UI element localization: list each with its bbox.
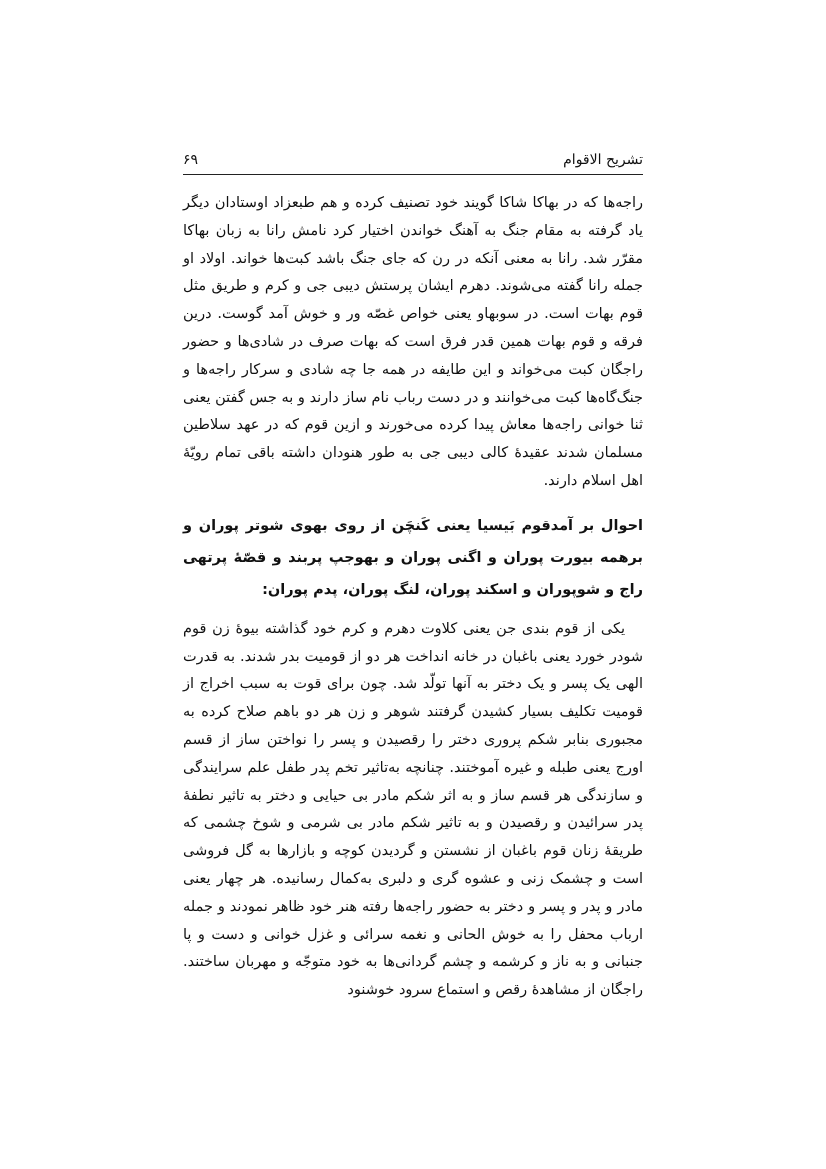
page-number: ۶۹ [183,152,199,168]
section-heading: احوال بر آمدقوم بَیسیا یعنی کَنچَن از روی بهوی شوتر پوران و برهمه بیورت پوران و اگنی پوران و بهوجپ پربند و قصّهٔ پرتهی راج و شوپوران و اسکند پوران، لنگ پوران، پدم پوران: [183,517,643,598]
running-title: تشریح الاقوام [563,152,643,168]
body-text [183,190,643,1005]
page-header [183,150,643,176]
header-rule [183,174,643,175]
paragraph-1: راجه‌ها که در بهاکا شاکا گویند خود تصنیف کرده و هم طبعزاد اوستادان دیگر یاد گرفته به مقام جنگ به آهنگ خواندن اختیار کرد نامش رانا به زبان بهاکا مقرّر شد. رانا به معنی آنکه در رن که جای جنگ باشد کبت‌ها خواند. اولاد او جمله رانا گفته می‌شوند. دهرم ایشان پرستش دیبی جی و کرم و طریق مثل قوم بهات است. در سوبهاو یعنی خواص غصّه ور و خوش آمد گوست. درین فرقه و قوم بهات همین قدر فرق است که بهات صرف در شادی‌ها و حضور راجگان کبت می‌خواند و این طایفه در همه جا چه شادی و سرکار راجه‌ها و جنگ‌گاه‌ها کبت می‌خوانند و در دست رباب نام ساز دارند و به جس گفتن یعنی ثنا خوانی راجه‌ها معاش پیدا کرده می‌خورند و ازین قوم که در عهد سلاطین مسلمان شدند عقیدهٔ کالی دیبی جی به طور هنودان داشته باقی تمام رویّهٔ اهل اسلام دارند. [183,195,643,489]
paragraph-2: یکی از قوم بندی جن یعنی کلاوت دهرم و کرم خود گذاشته بیوهٔ زن قوم شودر خورد یعنی باغبان در خانه انداخت هر دو از قومیت بدر شدند. به قدرت الهی یک پسر و یک دختر به آنها تولّد شد. چون برای قوت به سبب اخراج از قومیت تکلیف بسیار کشیدن گرفتند شوهر و زن هر دو باهم صلاح کرده به مجبوری بنابر شکم پروری دختر را رقصیدن و پسر را نواختن ساز از قسم اورج یعنی طبله و غیره آموختند. چنانچه به‌تاثیر تخم پدر طفل علم سرایندگی و سازندگی هر قسم ساز و به اثر شکم مادر بی حیایی و دختر به تاثیر نطفهٔ پدر سرائیدن و رقصیدن و به تاثیر شکم مادر بی شرمی و شوخ چشمی که طریقهٔ زنان قوم باغبان از نشستن و گردیدن کوچه و بازارها به گل فروشی است و چشمک زنی و عشوه گری و دلبری به‌کمال رسانیده. هر چهار یعنی مادر و پدر و پسر و دختر به حضور راجه‌ها رفته هنر خود ظاهر نمودند و جمله ارباب محفل را به خوش الحانی و نغمه سرائی و غزل خوانی و دست و پا جنبانی و به ناز و کرشمه و چشم گردانی‌ها به خود متوجّه و مهربان ساختند. راجگان از مشاهدهٔ رقص و استماع سرود خوشنود [183,620,643,999]
